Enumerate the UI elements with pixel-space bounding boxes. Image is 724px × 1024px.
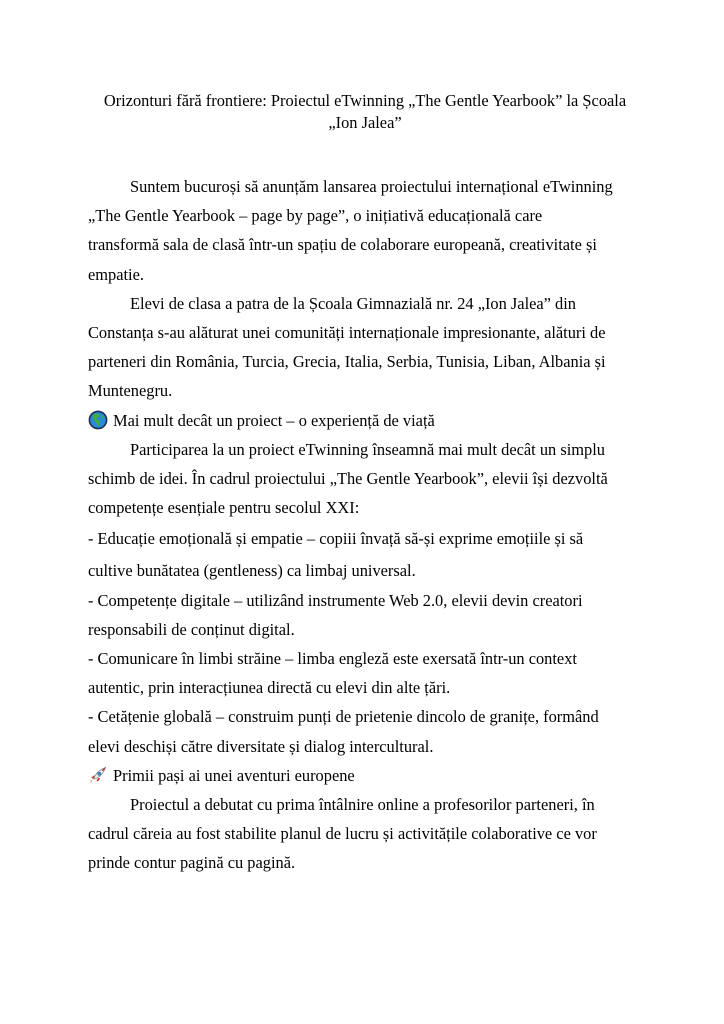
section-heading-text: Mai mult decât un proiect – o experiență de viață bbox=[113, 410, 435, 430]
section-heading-experience bbox=[88, 406, 658, 435]
section-heading-first-steps bbox=[88, 761, 658, 790]
text-line: - Comunicare în limbi străine – limba engleză este exersată într-un context bbox=[88, 649, 577, 669]
participation-paragraph bbox=[88, 435, 658, 523]
text-line: Constanța s-au alăturat unei comunități internaționale impresionante, alături de bbox=[88, 323, 606, 343]
text-line: - Competențe digitale – utilizând instrumente Web 2.0, elevii devin creatori bbox=[88, 590, 583, 610]
text-line: elevi deschiși către diversitate și dialog intercultural. bbox=[88, 736, 434, 756]
text-line: transformă sala de clasă într-un spațiu de colaborare europeană, creativitate și bbox=[88, 235, 597, 255]
text-line: „The Gentle Yearbook – page by page”, o inițiativă educațională care bbox=[88, 206, 543, 226]
list-item bbox=[88, 586, 658, 644]
competence-list bbox=[88, 522, 658, 760]
text-line: Suntem bucuroși să anunțăm lansarea proiectului internațional eTwinning bbox=[130, 177, 613, 196]
intro-paragraph bbox=[88, 172, 658, 289]
section-heading-text: Primii pași ai unei aventuri europene bbox=[113, 765, 355, 785]
text-line: competențe esențiale pentru secolul XXI: bbox=[88, 498, 360, 518]
globe-icon bbox=[88, 410, 108, 430]
text-line: - Educație emoțională și empatie – copiii învață să-și exprime emoțiile și să bbox=[88, 529, 584, 549]
text-line: Participarea la un proiect eTwinning înseamnă mai mult decât un simplu bbox=[130, 439, 605, 459]
text-line: prinde contur pagină cu pagină. bbox=[88, 853, 296, 873]
text-line: Proiectul a debutat cu prima întâlnire online a profesorilor parteneri, în bbox=[130, 795, 595, 815]
text-line: schimb de idei. În cadrul proiectului „The Gentle Yearbook”, elevii își dezvoltă bbox=[88, 469, 608, 489]
list-item bbox=[88, 522, 658, 585]
first-steps-paragraph bbox=[88, 790, 658, 878]
students-paragraph bbox=[88, 289, 658, 406]
text-line: empatie. bbox=[88, 264, 144, 284]
text-line: autentic, prin interacțiunea directă cu elevi din alte țări. bbox=[88, 678, 451, 698]
text-line: responsabili de conținut digital. bbox=[88, 619, 295, 639]
text-line: - Cetățenie globală – construim punți de prietenie dincolo de granițe, formând bbox=[88, 707, 599, 727]
rocket-icon bbox=[88, 765, 108, 785]
text-line: Muntenegru. bbox=[88, 381, 173, 401]
document-title bbox=[70, 90, 660, 134]
title-line: Orizonturi fără frontiere: Proiectul eTwinning „The Gentle Yearbook” la Școala bbox=[103, 91, 627, 110]
document-body bbox=[88, 172, 658, 878]
list-item bbox=[88, 702, 658, 760]
list-item bbox=[88, 644, 658, 702]
text-line: Elevi de clasa a patra de la Școala Gimnazială nr. 24 „Ion Jalea” din bbox=[130, 293, 576, 313]
text-line: cultive bunătatea (gentleness) ca limbaj universal. bbox=[88, 561, 416, 581]
text-line: cadrul căreia au fost stabilite planul de lucru și activitățile colaborative ce vor bbox=[88, 824, 597, 844]
title-line: „Ion Jalea” bbox=[328, 113, 402, 132]
text-line: parteneri din România, Turcia, Grecia, Italia, Serbia, Tunisia, Liban, Albania și bbox=[88, 352, 606, 372]
